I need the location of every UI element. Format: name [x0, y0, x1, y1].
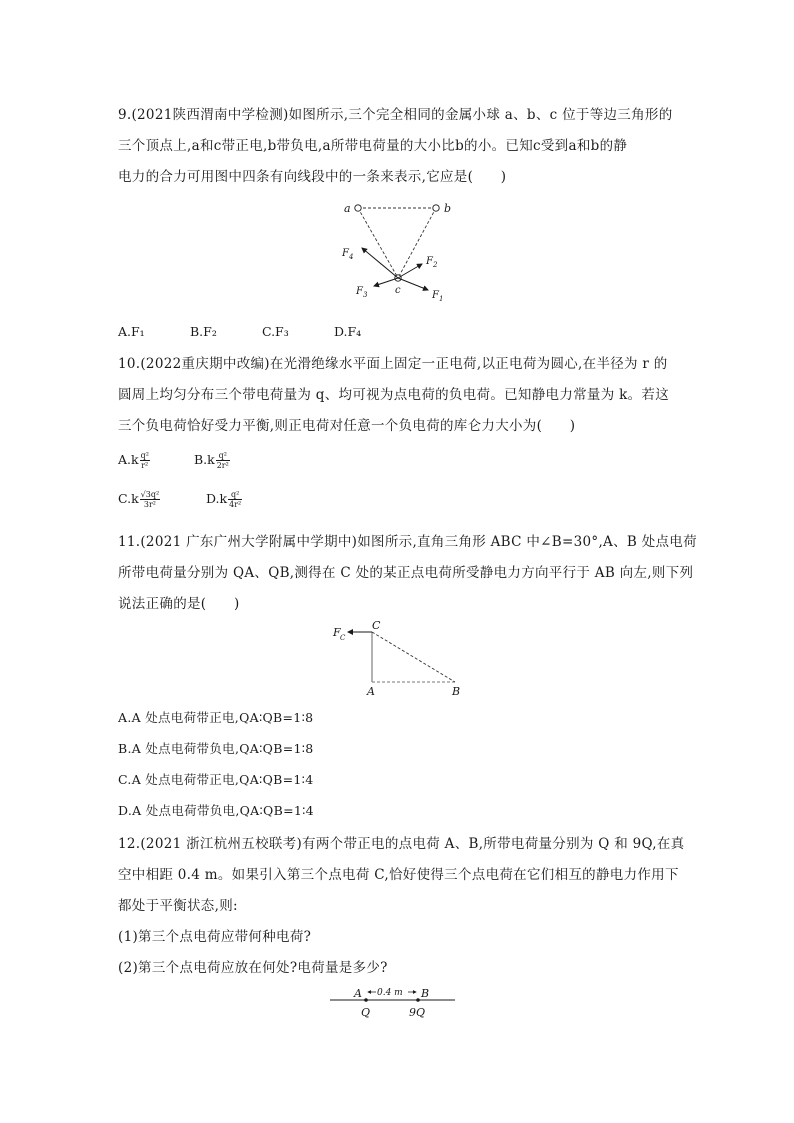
- q11-option-b: B.A 处点电荷带负电,QA∶QB=1∶8: [118, 741, 314, 756]
- f4-arrow: [362, 248, 398, 278]
- label-charge-9q: 9Q: [409, 1006, 426, 1019]
- q9-text-line-3: 电力的合力可用图中四条有向线段中的一条来表示,它应是( ): [118, 169, 507, 185]
- label-fc: F: [333, 626, 341, 639]
- label-f4: F: [342, 248, 349, 259]
- q11-option-a: A.A 处点电荷带正电,QA∶QB=1∶8: [118, 710, 314, 725]
- label-f4-sub: 4: [349, 253, 354, 261]
- label-distance: 0.4 m: [377, 988, 403, 998]
- q10-options-row-2: [118, 490, 242, 509]
- label-point-b: B: [421, 987, 430, 1000]
- q12-sub-question-1: (1)第三个点电荷应带何种电荷?: [118, 929, 312, 945]
- label-fc-sub: C: [340, 634, 346, 642]
- q10-text-line-3: 三个负电荷恰好受力平衡,则正电荷对任意一个负电荷的库仑力大小为( ): [118, 418, 576, 434]
- q9-option-d: D.F₄: [333, 324, 362, 339]
- q11-text-line-1: 11.(2021 广东广州大学附属中学期中)如图所示,直角三角形 ABC 中∠B=30°,A、B 处点电荷: [118, 534, 697, 550]
- label-f1-sub: 1: [439, 295, 444, 303]
- q9-option-c: C.F₃: [261, 324, 289, 339]
- q10-option-a: A.k $\frac{\text{q²}}{\text{r²}}$: [118, 451, 149, 470]
- label-f2: F: [426, 256, 433, 267]
- q10-option-d: D.k $\frac{\text{q²}}{\text{4r²}}$: [205, 490, 242, 509]
- q9-text-line-1: 9.(2021陕西渭南中学检测)如图所示,三个完全相同的金属小球 a、b、c 位于等边三角形的: [118, 107, 673, 123]
- f1-arrow: [398, 278, 428, 290]
- label-B: B: [452, 685, 461, 698]
- q12-text-line-1: 12.(2021 浙江杭州五校联考)有两个带正电的点电荷 A、B,所带电荷量分别为 Q 和 9Q,在真: [118, 836, 685, 852]
- q11-option-c: C.A 处点电荷带正电,QA∶QB=1∶4: [118, 772, 314, 787]
- label-C: C: [372, 619, 381, 632]
- label-f1: F: [432, 290, 439, 301]
- q9-option-a: A.F₁: [118, 324, 145, 339]
- q10-text-line-2: 圆周上均匀分布三个带电荷量为 q、均可视为点电荷的负电荷。已知静电力常量为 k。若这: [118, 387, 670, 403]
- q10-option-c: C.k $\frac{\text{√3q²}}{\text{3r²}}$: [118, 490, 160, 509]
- q11-option-d: D.A 处点电荷带负电,QA∶QB=1∶4: [118, 803, 314, 818]
- label-f3: F: [356, 286, 363, 297]
- label-b: b: [444, 202, 452, 215]
- label-f2-sub: 2: [433, 261, 438, 269]
- q10-text-line-1: 10.(2022重庆期中改编)在光滑绝缘水平面上固定一正电荷,以正电荷为圆心,在半径为 r 的: [118, 356, 668, 372]
- q9-triangle-figure: [336, 198, 476, 308]
- q12-text-line-2: 空中相距 0.4 m。如果引入第三个点电荷 C,恰好使得三个点电荷在它们相互的静电力作用下: [118, 867, 679, 883]
- label-charge-q: Q: [361, 1006, 371, 1019]
- q10-options-row-1: [118, 451, 230, 470]
- q10-option-b: B.k $\frac{\text{q²}}{\text{2r²}}$: [193, 451, 229, 470]
- q11-text-line-2: 所带电荷量分别为 QA、QB,测得在 C 处的某正点电荷所受静电力方向平行于 AB 向左,则下列: [118, 565, 694, 581]
- label-A: A: [367, 685, 375, 698]
- q9-option-b: B.F₂: [189, 324, 217, 339]
- label-point-a: A: [354, 987, 362, 1000]
- label-c: c: [395, 285, 401, 296]
- q11-right-triangle-figure: [330, 618, 470, 698]
- q11-text-line-3: 说法正确的是( ): [118, 596, 240, 612]
- q12-line-figure: [330, 983, 460, 1023]
- q9-text-line-2: 三个顶点上,a和c带正电,b带负电,a所带电荷量的大小比b的小。已知c受到a和b的静: [118, 138, 628, 154]
- label-f3-sub: 3: [363, 291, 368, 299]
- q12-sub-question-2: (2)第三个点电荷应放在何处?电荷量是多少?: [118, 960, 388, 976]
- q9-options: [118, 324, 361, 339]
- label-a: a: [344, 202, 351, 215]
- q12-text-line-3: 都处于平衡状态,则:: [118, 898, 238, 914]
